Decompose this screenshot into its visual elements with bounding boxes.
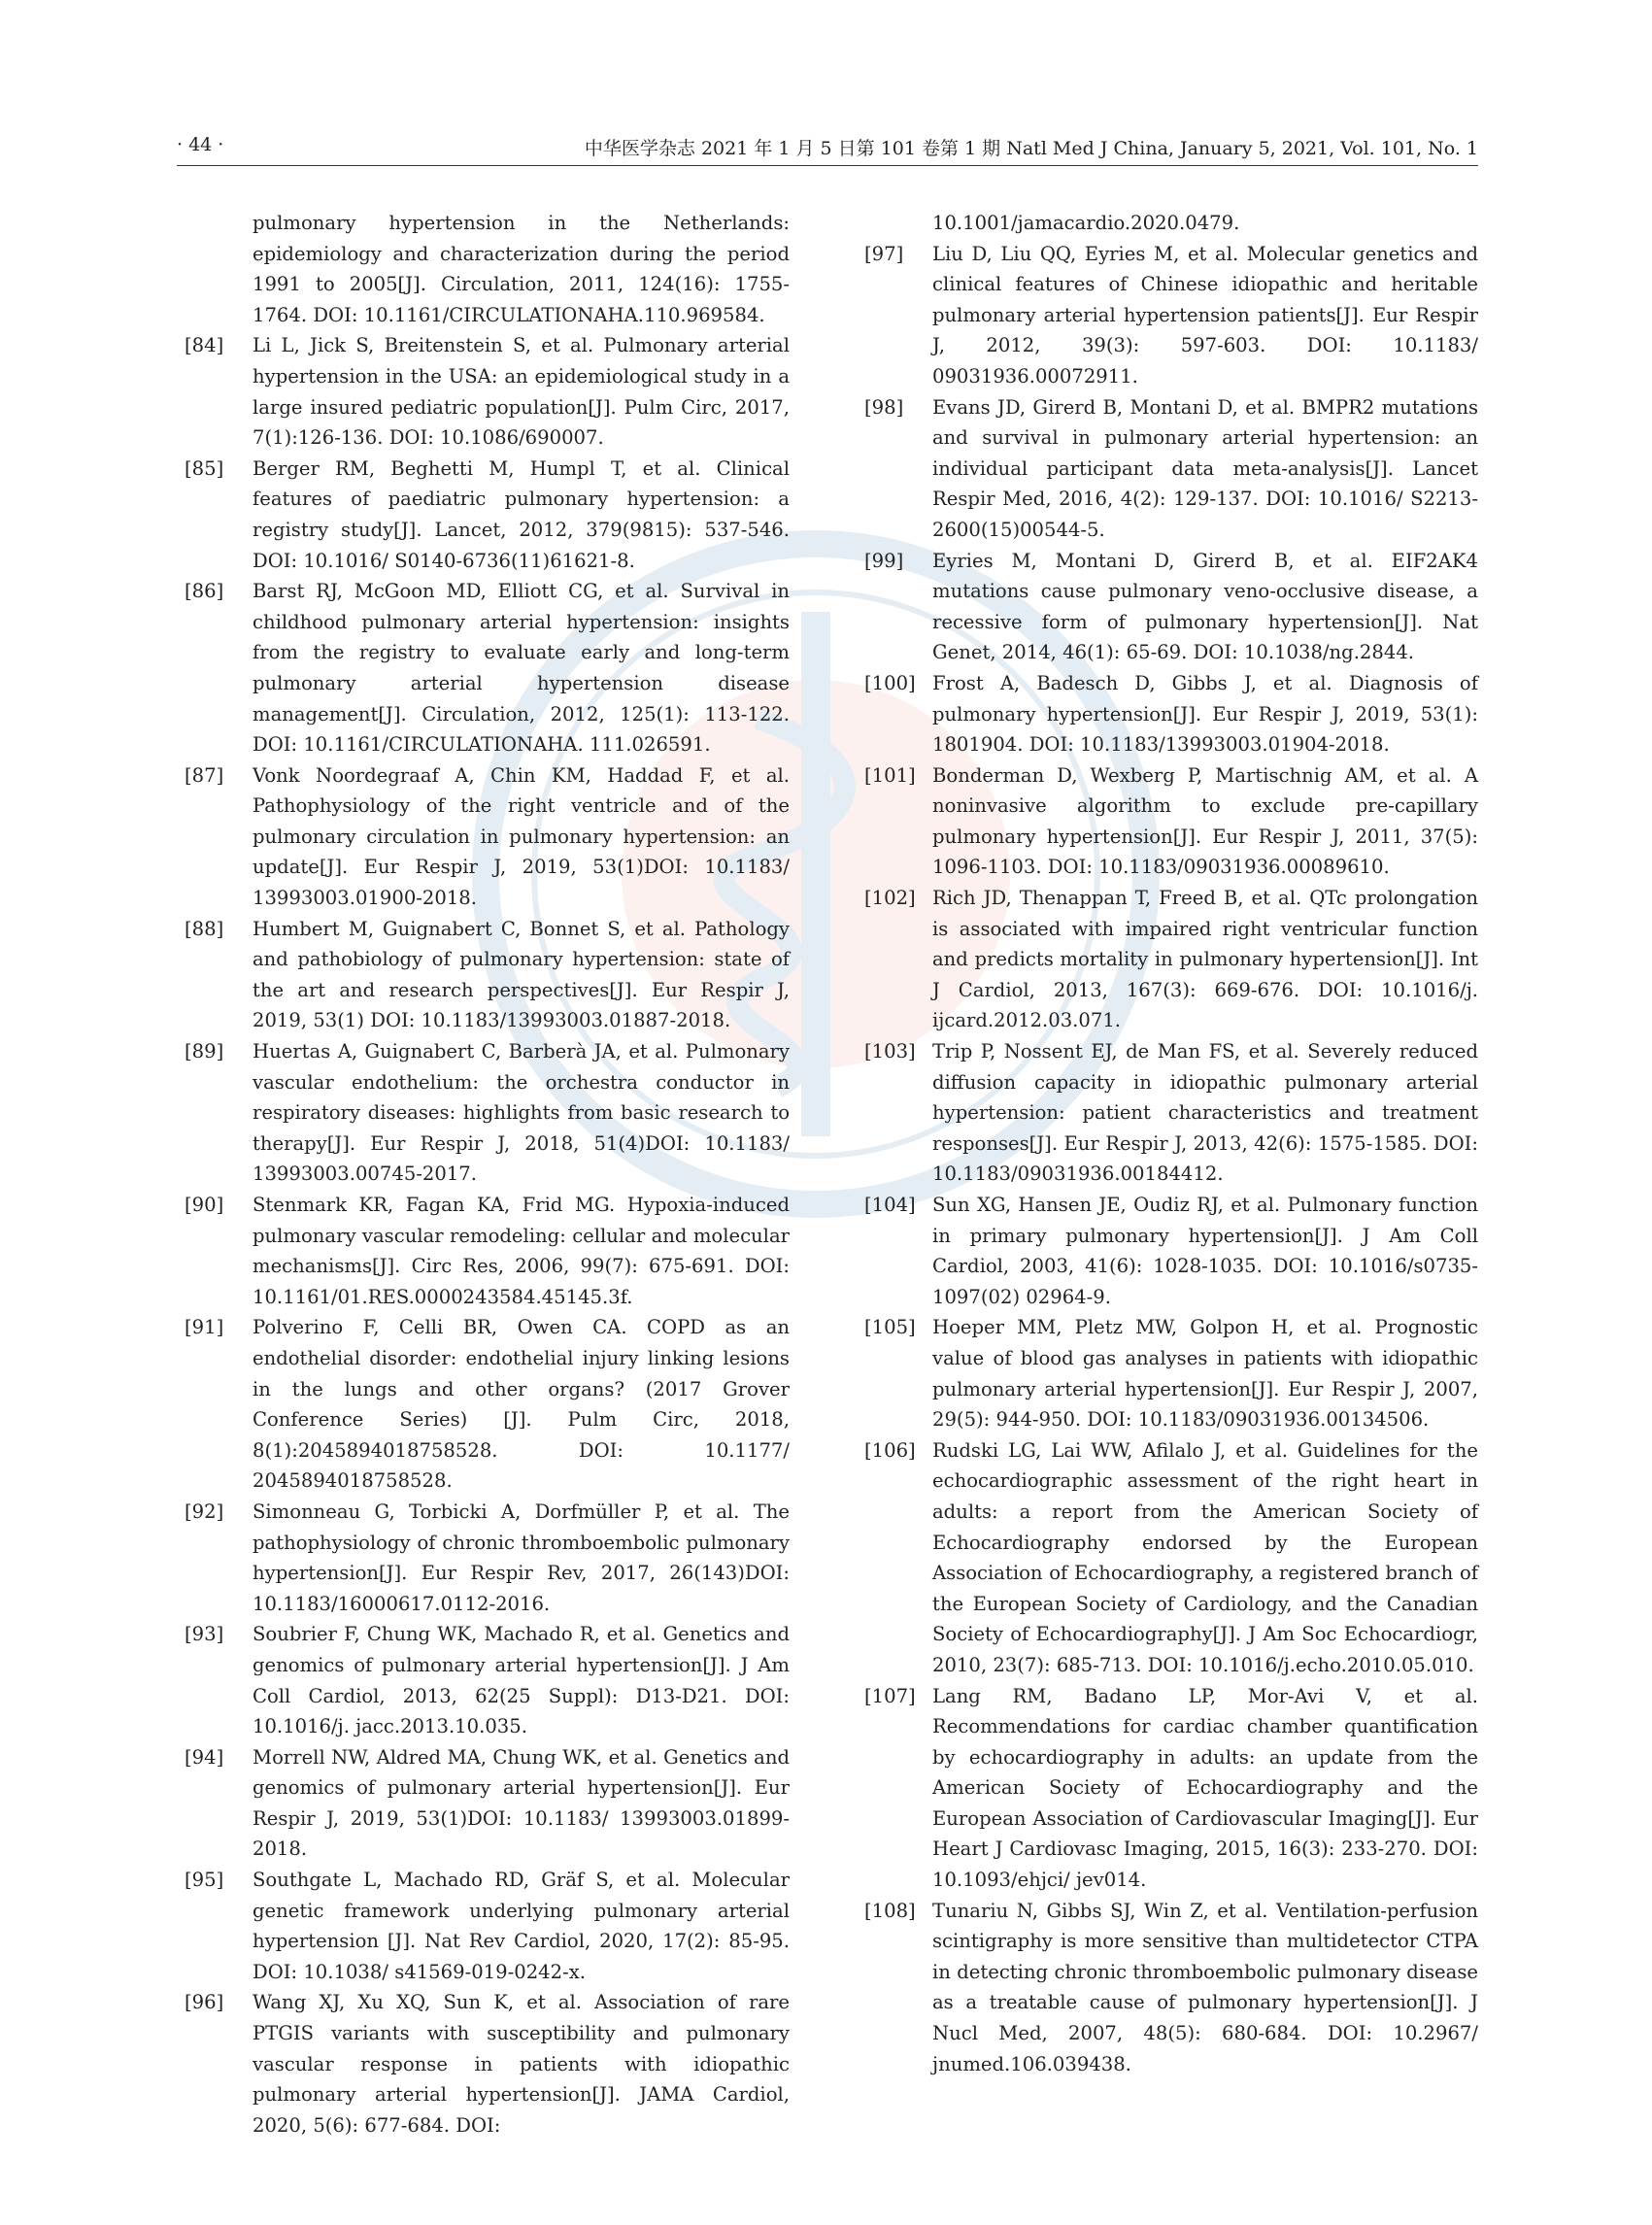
page-number: · 44 · xyxy=(177,134,224,155)
right-reference-column xyxy=(864,208,1478,2079)
reference-entry xyxy=(864,1036,1478,1190)
journal-citation: 中华医学杂志 2021 年 1 月 5 日第 101 卷第 1 期 Natl Med J China, January 5, 2021, Vol. 101, No. 1 xyxy=(584,138,1478,159)
reference-entry xyxy=(864,239,1478,392)
reference-entry xyxy=(864,1312,1478,1434)
reference-number: [85] xyxy=(185,456,224,480)
reference-entry xyxy=(864,1681,1478,1896)
reference-text: Eyries M, Montani D, Girerd B, et al. EIF2AK4 mutations cause pulmonary veno-occlusive disease, a recessive form of pulmonary hypertension[J]. Nat Genet, 2014, 46(1): 65-69. DOI: 10.1038/ng.2844. xyxy=(932,549,1478,664)
reference-text: Simonneau G, Torbicki A, Dorfmüller P, et al. The pathophysiology of chronic thromboembolic pulmonary hypertension[J]. Eur Respir Rev, 2017, 26(143)DOI: 10.1183/16000617.0112-2016. xyxy=(253,1500,790,1615)
reference-entry xyxy=(185,1987,790,2141)
reference-number: [103] xyxy=(864,1040,916,1063)
reference-number: [99] xyxy=(864,549,904,572)
reference-text: Vonk Noordegraaf A, Chin KM, Haddad F, et al. Pathophysiology of the right ventricle and of the pulmonary circulation in pulmonary hypertension: an update[J]. Eur Respir J, 2019, 53(1)DOI: 10.1183/ 13993003.01900-2018. xyxy=(253,763,790,910)
reference-number: [102] xyxy=(864,887,916,910)
reference-text: Hoeper MM, Pletz MW, Golpon H, et al. Prognostic value of blood gas analyses in patients with idiopathic pulmonary arterial hypertension[J]. Eur Respir J, 2007, 29(5): 944-950. DOI: 10.1183/09031936.00134506. xyxy=(932,1316,1478,1432)
reference-number: [104] xyxy=(864,1194,916,1216)
reference-text: Frost A, Badesch D, Gibbs J, et al. Diagnosis of pulmonary hypertension[J]. Eur Respir J, 2019, 53(1): 1801904. DOI: 10.1183/13993003.01904-2018. xyxy=(932,671,1478,757)
reference-text: Rich JD, Thenappan T, Freed B, et al. QTc prolongation is associated with impaired right ventricular function and predicts mortality in pulmonary hypertension[J]. Int J Cardiol, 2013, 167(3): 669-676. DOI: 10.1016/j. ijcard.2012.03.071. xyxy=(932,887,1478,1032)
reference-number: [84] xyxy=(185,334,224,357)
reference-number: [93] xyxy=(185,1623,224,1646)
reference-text: Soubrier F, Chung WK, Machado R, et al. Genetics and genomics of pulmonary arterial hypertension[J]. J Am Coll Cardiol, 2013, 62(25 Suppl): D13-D21. DOI: 10.1016/j. jacc.2013.10.035. xyxy=(253,1623,790,1738)
reference-entry xyxy=(864,760,1478,883)
reference-entry xyxy=(864,1896,1478,2080)
reference-text: Stenmark KR, Fagan KA, Frid MG. Hypoxia-induced pulmonary vascular remodeling: cellular and molecular mechanisms[J]. Circ Res, 2006, 99(7): 675-691. DOI: 10.1161/01.RES.0000243584.45145.3f. xyxy=(253,1194,790,1308)
reference-text: Berger RM, Beghetti M, Humpl T, et al. Clinical features of paediatric pulmonary hypertension: a registry study[J]. Lancet, 2012, 379(9815): 537-546. DOI: 10.1016/ S0140-6736(11)61621-8. xyxy=(253,456,790,572)
reference-number: [90] xyxy=(185,1194,224,1216)
reference-number: [107] xyxy=(864,1684,916,1707)
reference-text: Southgate L, Machado RD, Gräf S, et al. Molecular genetic framework underlying pulmonary arterial hypertension [J]. Nat Rev Cardiol, 2020, 17(2): 85-95. DOI: 10.1038/ s41569-019-0242-x. xyxy=(253,1869,790,1983)
reference-text: Liu D, Liu QQ, Eyries M, et al. Molecular genetics and clinical features of Chinese idiopathic and heritable pulmonary arterial hypertension patients[J]. Eur Respir J, 2012, 39(3): 597-603. DOI: 10.1183/ 09031936.00072911. xyxy=(932,242,1478,388)
reference-entry xyxy=(185,1190,790,1312)
reference-number: [87] xyxy=(185,763,224,787)
reference-text: Evans JD, Girerd B, Montani D, et al. BMPR2 mutations and survival in pulmonary arterial hypertension: an individual participant data meta-analysis[J]. Lancet Respir Med, 2016, 4(2): 129-137. DOI: 10.1016/ S2213-2600(15)00544-5. xyxy=(932,395,1478,541)
reference-number: [101] xyxy=(864,763,916,787)
page-header xyxy=(177,134,1478,166)
reference-entry xyxy=(185,1742,790,1865)
reference-number: [94] xyxy=(185,1745,224,1769)
reference-number: [105] xyxy=(864,1316,916,1339)
reference-entry xyxy=(185,576,790,760)
reference-text: pulmonary hypertension in the Netherlands: epidemiology and characterization during the period 1991 to 2005[J]. Circulation, 2011, 124(16): 1755-1764. DOI: 10.1161/CIRCULATIONAHA.110.969584. xyxy=(253,212,790,326)
reference-entry xyxy=(185,1497,790,1619)
reference-number: [86] xyxy=(185,580,224,603)
reference-number: [91] xyxy=(185,1316,224,1339)
reference-entry xyxy=(185,208,790,330)
reference-text: Barst RJ, McGoon MD, Elliott CG, et al. Survival in childhood pulmonary arterial hypertension: insights from the registry to evaluate early and long-term pulmonary arterial hypertension disease management[J]. Circulation, 2012, 125(1): 113-122. DOI: 10.1161/CIRCULATIONAHA. 111.026591. xyxy=(253,580,790,757)
reference-number: [108] xyxy=(864,1899,916,1922)
reference-text: 10.1001/jamacardio.2020.0479. xyxy=(932,212,1240,234)
reference-number: [100] xyxy=(864,671,916,694)
reference-text: Polverino F, Celli BR, Owen CA. COPD as an endothelial disorder: endothelial injury linking lesions in the lungs and other organs? (2017 Grover Conference Series) [J]. Pulm Circ, 2018, 8(1):2045894018758528. DOI: 10.1177/ 2045894018758528. xyxy=(253,1316,790,1493)
reference-text: Lang RM, Badano LP, Mor-Avi V, et al. Recommendations for cardiac chamber quantification by echocardiography in adults: an update from the American Society of Echocardiography and the European Association of Cardiovascular Imaging[J]. Eur Heart J Cardiovasc Imaging, 2015, 16(3): 233-270. DOI: 10.1093/ehjci/ jev014. xyxy=(932,1684,1478,1892)
reference-number: [98] xyxy=(864,395,904,419)
reference-text: Huertas A, Guignabert C, Barberà JA, et al. Pulmonary vascular endothelium: the orchestra conductor in respiratory diseases: highlights from basic research to therapy[J]. Eur Respir J, 2018, 51(4)DOI: 10.1183/ 13993003.00745-2017. xyxy=(253,1040,790,1186)
reference-entry xyxy=(185,1619,790,1741)
reference-text: Morrell NW, Aldred MA, Chung WK, et al. Genetics and genomics of pulmonary arterial hypertension[J]. Eur Respir J, 2019, 53(1)DOI: 10.1183/ 13993003.01899-2018. xyxy=(253,1745,790,1861)
reference-text: Tunariu N, Gibbs SJ, Win Z, et al. Ventilation-perfusion scintigraphy is more sensitive than multidetector CTPA in detecting chronic thromboembolic pulmonary disease as a treatable cause of pulmonary hypertension[J]. J Nucl Med, 2007, 48(5): 680-684. DOI: 10.2967/ jnumed.106.039438. xyxy=(932,1899,1478,2075)
reference-number: [106] xyxy=(864,1438,916,1462)
reference-text: Li L, Jick S, Breitenstein S, et al. Pulmonary arterial hypertension in the USA: an epidemiological study in a large insured pediatric population[J]. Pulm Circ, 2017, 7(1):126-136. DOI: 10.1086/690007. xyxy=(253,334,790,450)
reference-entry xyxy=(864,208,1478,239)
reference-entry xyxy=(185,1036,790,1190)
reference-text: Sun XG, Hansen JE, Oudiz RJ, et al. Pulmonary function in primary pulmonary hypertension[J]. J Am Coll Cardiol, 2003, 41(6): 1028-1035. DOI: 10.1016/s0735-1097(02) 02964-9. xyxy=(932,1194,1478,1308)
reference-entry xyxy=(185,454,790,576)
reference-entry xyxy=(864,1190,1478,1312)
reference-number: [89] xyxy=(185,1040,224,1063)
reference-entry xyxy=(864,546,1478,668)
reference-text: Humbert M, Guignabert C, Bonnet S, et al. Pathology and pathobiology of pulmonary hypertension: state of the art and research perspectives[J]. Eur Respir J, 2019, 53(1) DOI: 10.1183/13993003.01887-2018. xyxy=(253,917,790,1032)
reference-number: [88] xyxy=(185,917,224,940)
reference-entry xyxy=(185,1865,790,1987)
reference-text: Rudski LG, Lai WW, Afilalo J, et al. Guidelines for the echocardiographic assessment of the right heart in adults: a report from the American Society of Echocardiography endorsed by the European Association of Echocardiography, a registered branch of the European Society of Cardiology, and the Canadian Society of Echocardiography[J]. J Am Soc Echocardiogr, 2010, 23(7): 685-713. DOI: 10.1016/j.echo.2010.05.010. xyxy=(932,1438,1478,1676)
reference-entry xyxy=(185,760,790,914)
reference-text: Wang XJ, Xu XQ, Sun K, et al. Association of rare PTGIS variants with susceptibility and pulmonary vascular response in patients with idiopathic pulmonary arterial hypertension[J]. JAMA Cardiol, 2020, 5(6): 677-684. DOI: xyxy=(253,1991,790,2137)
reference-number: [97] xyxy=(864,242,904,265)
reference-number: [96] xyxy=(185,1991,224,2014)
reference-number: [95] xyxy=(185,1869,224,1892)
reference-entry xyxy=(185,330,790,453)
reference-entry xyxy=(185,914,790,1036)
reference-text: Bonderman D, Wexberg P, Martischnig AM, et al. A noninvasive algorithm to exclude pre-capillary pulmonary hypertension[J]. Eur Respir J, 2011, 37(5): 1096-1103. DOI: 10.1183/09031936.00089610. xyxy=(932,763,1478,879)
reference-entry xyxy=(864,668,1478,760)
reference-entry xyxy=(864,392,1478,546)
reference-entry xyxy=(864,1435,1478,1681)
reference-entry xyxy=(185,1312,790,1497)
left-reference-column xyxy=(185,208,790,2141)
reference-text: Trip P, Nossent EJ, de Man FS, et al. Severely reduced diffusion capacity in idiopathic pulmonary arterial hypertension: patient characteristics and treatment responses[J]. Eur Respir J, 2013, 42(6): 1575-1585. DOI: 10.1183/09031936.00184412. xyxy=(932,1040,1478,1186)
reference-entry xyxy=(864,883,1478,1036)
reference-number: [92] xyxy=(185,1500,224,1523)
